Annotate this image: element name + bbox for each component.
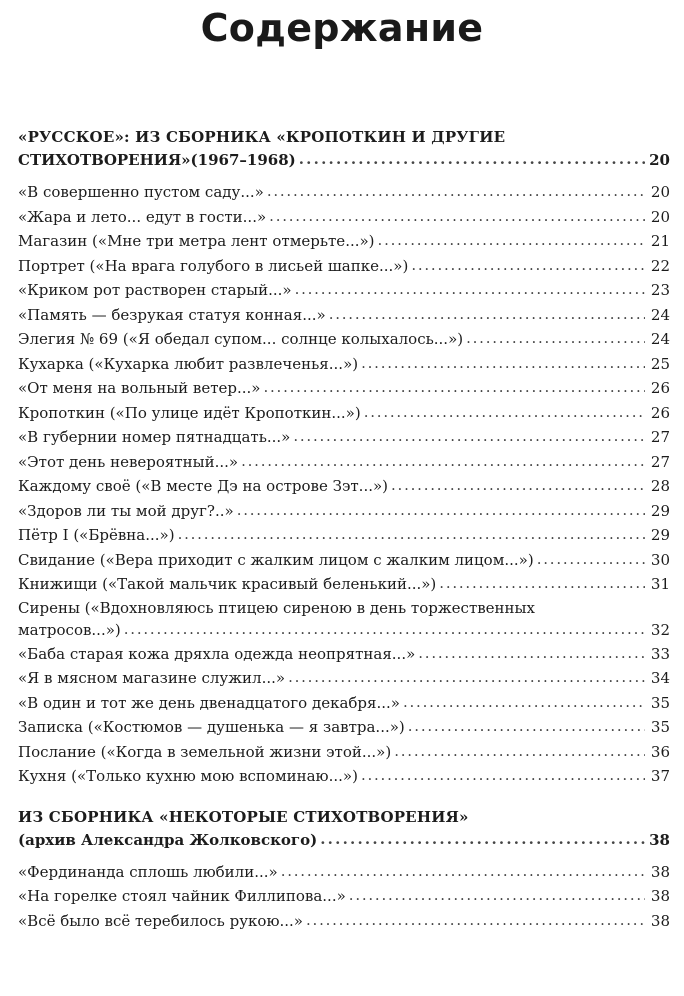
dot-leader (466, 326, 645, 351)
dot-leader (364, 400, 645, 425)
toc-entry[interactable] (18, 425, 670, 450)
toc-entry[interactable] (18, 327, 670, 352)
entry-page-number: 28 (650, 477, 670, 495)
entry-page-number: 34 (650, 669, 670, 687)
dot-leader (391, 473, 645, 498)
toc-entry[interactable] (18, 740, 670, 765)
dot-leader (293, 424, 645, 449)
toc-entry[interactable] (18, 715, 670, 740)
section-heading-line2: (архив Александра Жолковского) (18, 830, 318, 849)
entry-page-number: 21 (650, 232, 670, 250)
dot-leader (349, 883, 645, 908)
entry-title: Свидание («Вера приходит с жалким лицом с жалким лицом...») (18, 550, 534, 569)
entry-page-number: 25 (650, 354, 670, 373)
entry-title: Кропоткин («По улице идёт Кропоткин...») (18, 403, 361, 422)
entry-title: «Этот день невероятный...» (18, 452, 239, 471)
entry-title: «Баба старая кожа дряхла одежда неопрятная...» (18, 644, 416, 663)
section-heading-row (18, 149, 670, 172)
dot-leader (408, 714, 645, 739)
toc-entry[interactable] (18, 860, 670, 885)
dot-leader (281, 859, 645, 884)
toc-section-1 (18, 126, 670, 789)
toc-entry[interactable] (18, 180, 670, 205)
dot-leader (378, 228, 645, 253)
toc-entry[interactable] (18, 572, 670, 597)
dot-leader (411, 253, 645, 278)
entry-title: «Фердинанда сплошь любили...» (18, 862, 278, 881)
dot-leader (269, 204, 645, 229)
entry-page-number: 31 (650, 575, 670, 593)
entry-title: Записка («Костюмов — душенька — я завтра...») (18, 718, 405, 736)
entry-page-number: 38 (650, 887, 670, 905)
toc-entry[interactable] (18, 352, 670, 377)
toc-entry[interactable] (18, 474, 670, 499)
entry-title: Элегия № 69 («Я обедал супом... солнце колыхалось...») (18, 330, 464, 348)
entry-page-number: 38 (650, 862, 670, 881)
toc-entry[interactable] (18, 401, 670, 426)
section-heading[interactable] (18, 126, 670, 172)
entry-page-number: 37 (650, 767, 670, 785)
entry-title: Послание («Когда в земельной жизни этой...») (18, 742, 392, 761)
entry-title: Кухня («Только кухню мою вспоминаю...») (18, 767, 358, 785)
dot-leader (267, 179, 645, 204)
toc-entry[interactable] (18, 666, 670, 691)
dot-leader (299, 148, 645, 171)
entry-page-number: 32 (650, 620, 670, 639)
dot-leader (439, 571, 645, 596)
entry-title: «В один и тот же день двенадцатого декабря...» (18, 693, 400, 712)
entry-title: Книжищи («Такой мальчик красивый беленький...») (18, 575, 437, 593)
entry-title: Пётр I («Брёвна...») (18, 526, 175, 544)
section-heading-line2: СТИХОТВОРЕНИЯ»(1967–1968) (18, 151, 296, 169)
dot-leader (394, 739, 645, 764)
toc-entry[interactable] (18, 450, 670, 475)
entry-title: «Всё было всё теребилось рукою...» (18, 911, 303, 930)
toc-entry[interactable] (18, 523, 670, 548)
dot-leader (263, 375, 645, 400)
dot-leader (306, 908, 645, 933)
toc-entry[interactable] (18, 642, 670, 667)
entry-title: Каждому своё («В месте Дэ на острове Зэт...») (18, 477, 389, 495)
toc-entry[interactable] (18, 764, 670, 789)
entry-title: Портрет («На врага голубого в лисьей шапке...») (18, 256, 409, 275)
dot-leader (361, 351, 645, 376)
section-page-number: 20 (649, 151, 670, 169)
dot-leader (329, 302, 645, 327)
entry-page-number: 26 (650, 403, 670, 422)
entry-page-number: 20 (650, 183, 670, 201)
toc-entry[interactable] (18, 254, 670, 279)
entry-page-number: 24 (650, 330, 670, 348)
entry-page-number: 35 (650, 693, 670, 712)
entry-page-number: 27 (650, 428, 670, 446)
entry-page-number: 20 (650, 207, 670, 226)
entry-page-number: 36 (650, 742, 670, 761)
entry-title: Кухарка («Кухарка любит развлеченья...») (18, 354, 359, 373)
toc-entry[interactable] (18, 229, 670, 254)
toc-entry[interactable] (18, 548, 670, 573)
dot-leader (295, 277, 645, 302)
table-of-contents (18, 126, 670, 933)
toc-entry[interactable] (18, 691, 670, 716)
section-heading-line1: «РУССКОЕ»: ИЗ СБОРНИКА «КРОПОТКИН И ДРУГИЕ (18, 128, 506, 146)
entry-title: Магазин («Мне три метра лент отмерьте...») (18, 232, 375, 250)
section-heading[interactable] (18, 806, 670, 852)
dot-leader (241, 449, 645, 474)
toc-entry[interactable] (18, 278, 670, 303)
dot-leader (418, 641, 645, 666)
toc-entry[interactable] (18, 303, 670, 328)
dot-leader (237, 498, 645, 523)
toc-entry[interactable] (18, 499, 670, 524)
entry-title: «В губернии номер пятнадцать...» (18, 428, 291, 446)
section-heading-line1: ИЗ СБОРНИКА «НЕКОТОРЫЕ СТИХОТВОРЕНИЯ» (18, 807, 469, 826)
entry-title: «От меня на вольный ветер...» (18, 379, 261, 397)
entry-page-number: 38 (650, 911, 670, 930)
toc-entry[interactable] (18, 376, 670, 401)
dot-leader (403, 690, 645, 715)
dot-leader (124, 618, 645, 641)
entry-page-number: 24 (650, 305, 670, 324)
toc-entry[interactable] (18, 909, 670, 934)
entry-title: «Жара и лето... едут в гости...» (18, 207, 267, 226)
entry-page-number: 22 (650, 256, 670, 275)
entry-title-line1: Сирены («Вдохновляюсь птицею сиреною в день торжественных (18, 598, 535, 617)
entry-page-number: 30 (650, 550, 670, 569)
dot-leader (320, 828, 645, 851)
toc-section-2 (18, 806, 670, 934)
section-heading-row (18, 829, 670, 852)
entry-title: «Память — безрукая статуя конная...» (18, 305, 326, 324)
toc-entry[interactable] (18, 205, 670, 230)
dot-leader (178, 522, 645, 547)
dot-leader (537, 547, 645, 572)
entry-title: «На горелке стоял чайник Филлипова...» (18, 887, 346, 905)
entry-page-number: 26 (650, 379, 670, 397)
toc-entry-continuation (18, 619, 670, 642)
entry-page-number: 23 (650, 281, 670, 299)
entry-title: «В совершенно пустом саду...» (18, 183, 264, 201)
entry-title: «Я в мясном магазине служил...» (18, 669, 286, 687)
entry-title: «Здоров ли ты мой друг?..» (18, 501, 234, 520)
entry-title: матросов...») (18, 620, 121, 639)
entry-title: «Криком рот растворен старый...» (18, 281, 292, 299)
section-page-number: 38 (649, 830, 670, 849)
page-title: Содержание (200, 6, 484, 50)
dot-leader (288, 665, 645, 690)
toc-entry[interactable] (18, 884, 670, 909)
entry-page-number: 29 (650, 526, 670, 544)
dot-leader (361, 763, 645, 788)
entry-page-number: 29 (650, 501, 670, 520)
entry-page-number: 33 (650, 644, 670, 663)
toc-entry-multiline[interactable] (18, 597, 670, 642)
entry-page-number: 27 (650, 452, 670, 471)
entry-page-number: 35 (650, 718, 670, 736)
